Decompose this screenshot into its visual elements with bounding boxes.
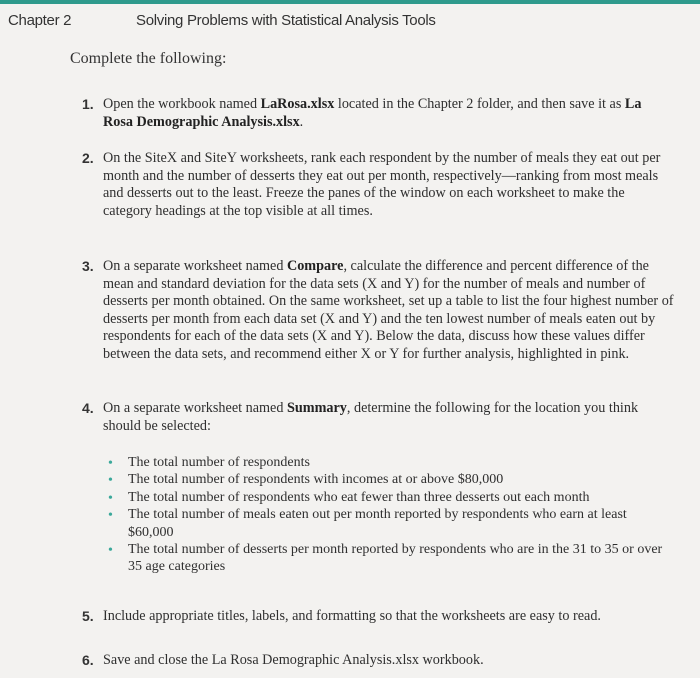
bullet-icon: • (108, 508, 113, 524)
list-item: • The total number of meals eaten out per month reported by respondents who earn at least $60,000 (108, 507, 627, 540)
worksheet-name: Compare (286, 258, 344, 274)
task-text: Open the workbook named LaRosa.xlsx located in the Chapter 2 folder, and then save it as La Rosa Demographic Analysis.xlsx. (103, 96, 642, 130)
task-item-1 (82, 96, 674, 131)
task-number: 1. (82, 96, 94, 112)
bullet-icon: • (108, 490, 113, 506)
bullet-icon: • (108, 456, 113, 471)
task-text: Save and close the La Rosa Demographic Analysis.xlsx workbook. (103, 652, 484, 668)
list-item: • The total number of respondents (108, 455, 310, 471)
list-item: • The total number of respondents who eat fewer than three desserts out each month (108, 489, 590, 506)
task-number: 5. (82, 608, 94, 624)
task-item-4 (82, 400, 674, 435)
task-item-3 (82, 258, 674, 364)
summary-bullet-list (108, 454, 664, 576)
task-text: On a separate worksheet named Compare, calculate the difference and percent difference of the mean and standard deviation for the data sets (X and Y) for the number of meals and number of desserts per month obtained. On the same worksheet, set up a table to list the four highest number of desserts per month from each data set (X and Y) and the ten lowest number of meals eaten out by respondents for each of the data sets (X and Y). Below the data, discuss how these values differ between the data sets, and recommend either X or Y for further analysis, highlighted in pink. (103, 258, 674, 362)
bullet-icon: • (108, 473, 113, 489)
task-number: 2. (82, 150, 94, 166)
top-accent-bar (0, 0, 700, 4)
task-number: 6. (82, 652, 94, 668)
task-number: 3. (82, 258, 94, 274)
task-number: 4. (82, 400, 94, 416)
chapter-label: Chapter 2 (8, 12, 72, 29)
task-item-5 (82, 608, 662, 626)
task-item-6 (82, 652, 674, 670)
worksheet-name: Summary (286, 400, 347, 416)
task-text: On the SiteX and SiteY worksheets, rank each respondent by the number of meals they eat out per month and the number of desserts they eat out per month, respectively—ranking from most meals and desserts out to the least. Freeze the panes of the window on each worksheet to make the category headings at the top visible at all times. (103, 150, 661, 219)
save-as-name: La Rosa Demographic Analysis.xlsx (103, 96, 642, 130)
bullet-icon: • (108, 543, 113, 559)
list-item: • The total number of respondents with incomes at or above $80,000 (108, 472, 504, 489)
task-text: Include appropriate titles, labels, and formatting so that the worksheets are easy to read. (103, 608, 601, 624)
file-name: LaRosa.xlsx (260, 96, 335, 112)
list-item: • The total number of desserts per month reported by respondents who are in the 31 to 35 or over 35 age categories (108, 542, 663, 575)
intro-heading: Complete the following: (70, 50, 227, 67)
task-text: On a separate worksheet named Summary, determine the following for the location you think should be selected: (103, 400, 639, 434)
chapter-title: Solving Problems with Statistical Analysis Tools (136, 12, 436, 29)
task-item-2 (82, 150, 674, 220)
